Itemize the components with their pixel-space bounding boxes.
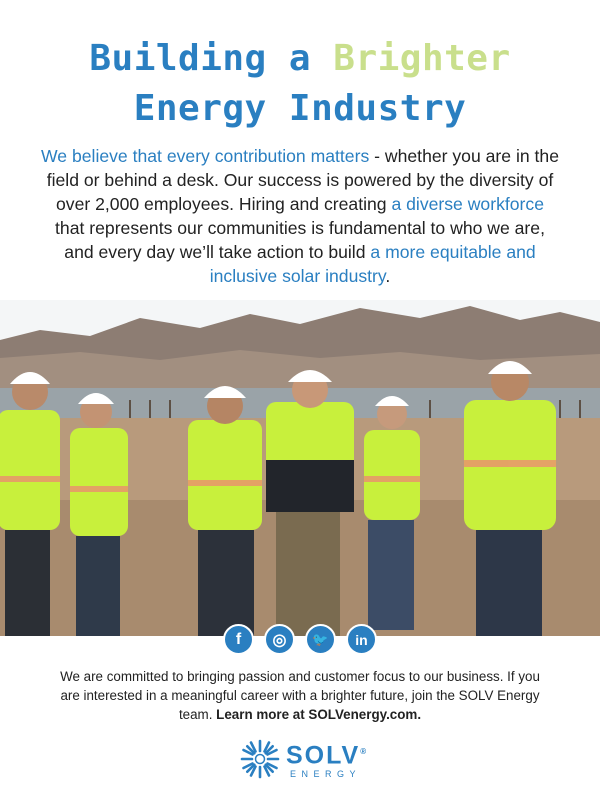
solv-energy-logo[interactable] — [240, 737, 380, 781]
intro-text-1: - whether you are in the field or behind a desk. Our success is powered by the diversity of over 2,000 employees. Hiring and creating — [46, 146, 559, 214]
logo-energy-text: ENERGY — [290, 768, 362, 779]
instagram-icon[interactable]: ◎ — [264, 624, 295, 655]
learn-more-link[interactable]: Learn more at SOLVenergy.com. — [216, 707, 422, 722]
intro-highlight-3: a more equitable and inclusive solar industry — [209, 242, 536, 286]
headline-line-2: Energy Industry — [133, 88, 467, 129]
linkedin-icon[interactable]: in — [346, 624, 377, 655]
team-photo-illustration — [0, 300, 600, 636]
commitment-text: We are committed to bringing passion and customer focus to our business. If you are interested in a meaningful career with a brighter future, join the SOLV Energy team. — [60, 669, 540, 722]
worker-2 — [70, 393, 128, 636]
logo-wordmark — [286, 739, 368, 778]
commitment-paragraph — [60, 667, 540, 724]
social-links — [0, 624, 600, 658]
headline — [0, 34, 600, 134]
headline-building: Building a — [89, 38, 334, 79]
solv-sunburst-icon — [240, 739, 280, 779]
intro-text-2: that represents our communities is fundamental to who we are, and every day we’ll take action to build — [55, 218, 545, 262]
intro-text-3: . — [385, 266, 391, 286]
logo-solv-text — [286, 739, 368, 768]
facebook-icon[interactable]: f — [223, 624, 254, 655]
logo-solv-word: SOLV — [286, 741, 361, 770]
logo-registered-mark: ® — [360, 747, 369, 757]
twitter-icon[interactable]: 🐦 — [305, 624, 336, 655]
intro-highlight-2: a diverse workforce — [391, 194, 544, 214]
headline-brighter: Brighter — [333, 38, 511, 79]
intro-paragraph — [40, 144, 560, 288]
headline-line-1 — [0, 34, 600, 84]
worker-3 — [188, 386, 262, 636]
worker-5 — [364, 396, 420, 630]
team-photo — [0, 300, 600, 636]
intro-highlight-1: We believe that every contribution matters — [41, 146, 370, 166]
